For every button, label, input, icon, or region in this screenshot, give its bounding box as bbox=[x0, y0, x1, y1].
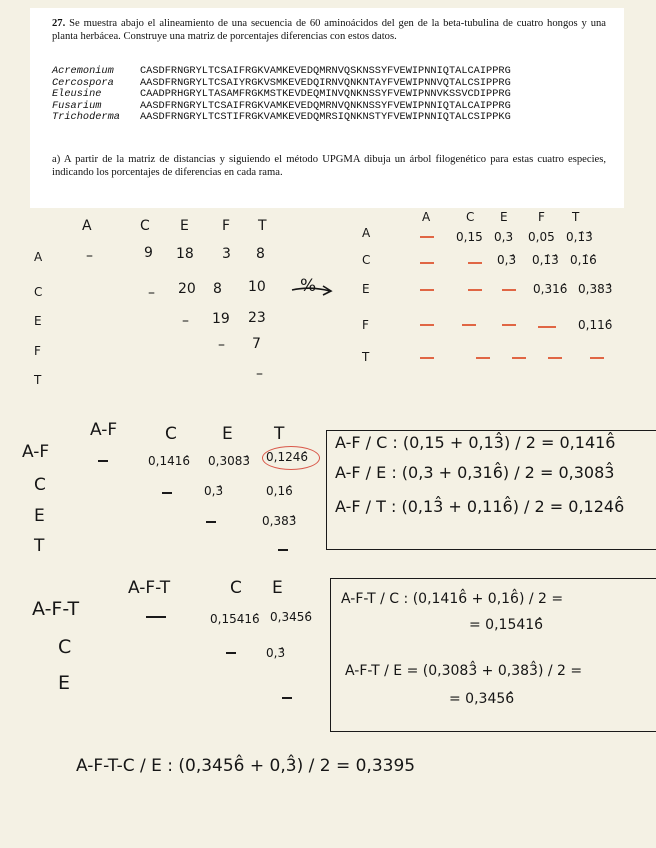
diagonal-dash: – bbox=[256, 366, 263, 382]
diagonal-dash bbox=[206, 521, 216, 523]
cell: 0,1416̂ bbox=[148, 454, 190, 468]
red-dash bbox=[548, 357, 562, 359]
cell: 0,16̂ bbox=[266, 484, 293, 498]
col-header: C bbox=[466, 210, 475, 224]
col-header: T bbox=[572, 210, 580, 224]
cell: 0,1̂3̂ bbox=[532, 253, 559, 267]
row-header: F bbox=[34, 344, 41, 358]
red-dash bbox=[420, 236, 434, 238]
cell: 0,1246̂ bbox=[266, 450, 308, 464]
col-header: A-F bbox=[90, 420, 118, 440]
cell: 10 bbox=[248, 279, 266, 295]
calc-line: A-F / E : (0,3 + 0,316̂) / 2 = 0,3083̂ bbox=[335, 463, 615, 482]
col-header: F bbox=[222, 218, 231, 234]
row-header: E bbox=[58, 672, 71, 694]
red-dash bbox=[590, 357, 604, 359]
final-calculation: A-F-T-C / E : (0,3456̂ + 0,3̂) / 2 = 0,3395 bbox=[76, 756, 416, 776]
calc-box-af bbox=[326, 430, 656, 550]
row-header: E bbox=[362, 282, 370, 296]
cell: 0,15 bbox=[456, 230, 483, 244]
row-header: A-F-T bbox=[32, 598, 80, 620]
sequence: CAADPRHGRYLTASAMFRGKMSTKEVDEQMINVQNKNSSYFVEWIPNNVKSSVCDIPPRG bbox=[140, 88, 511, 101]
red-dash bbox=[512, 357, 526, 359]
calc-box-aft bbox=[330, 578, 656, 732]
cell: 18 bbox=[176, 246, 194, 262]
red-dash bbox=[420, 324, 434, 326]
species-name: Eleusine bbox=[52, 88, 102, 101]
red-dash bbox=[502, 324, 516, 326]
cell: 0,316̂ bbox=[533, 282, 568, 296]
row-header: A bbox=[34, 250, 43, 264]
row-header: E bbox=[34, 506, 45, 526]
red-dash bbox=[468, 262, 482, 264]
cell: 20 bbox=[178, 281, 196, 297]
arrow-right-icon bbox=[290, 282, 336, 298]
row-header: A-F bbox=[22, 442, 50, 462]
problem-text: Se muestra abajo el alineamiento de una secuencia de 60 aminoácidos del gen de la beta-tubulina de cuatro hongos y una planta herbácea. Construye una matriz de porcentajes diferencias con estos datos. bbox=[52, 18, 606, 42]
row-header: A bbox=[362, 226, 371, 240]
sequence: CASDFRNGRYLTCSAIFRGKVAMKEVEDQMRNVQSKNSSYFVEWIPNNIQTALCAIPPRG bbox=[140, 65, 511, 77]
sequence-row bbox=[52, 112, 511, 124]
red-dash bbox=[420, 289, 434, 291]
diagonal-dash: – bbox=[148, 285, 155, 301]
calc-line: = 0,3456̂ bbox=[449, 691, 515, 707]
cell: 0,383̂ bbox=[262, 514, 297, 528]
cell: 0,3̂ bbox=[497, 253, 517, 267]
row-header: C bbox=[58, 636, 72, 658]
cell: 19 bbox=[212, 311, 230, 327]
cell: 0,1̂6̂ bbox=[570, 253, 597, 267]
calc-line: A-F-T / E = (0,3083̂ + 0,383̂) / 2 = bbox=[345, 663, 583, 679]
cell: 7 bbox=[252, 336, 261, 352]
col-header: E bbox=[180, 218, 189, 234]
diagonal-dash bbox=[162, 492, 172, 494]
col-header: A-F-T bbox=[128, 578, 171, 598]
diagonal-dash: – bbox=[86, 248, 93, 264]
diagonal-dash bbox=[98, 460, 108, 462]
species-name: Acremonium bbox=[52, 65, 114, 77]
row-header: C bbox=[34, 285, 43, 299]
col-header: C bbox=[140, 218, 150, 234]
row-header: C bbox=[34, 475, 46, 495]
col-header: E bbox=[272, 578, 283, 598]
red-dash bbox=[476, 357, 490, 359]
row-header: T bbox=[362, 350, 370, 364]
diagonal-dash bbox=[146, 616, 166, 618]
species-name: Cercospora bbox=[52, 76, 114, 89]
cell: 0,116̂ bbox=[578, 318, 613, 332]
percent-sign: % bbox=[300, 276, 317, 296]
col-header: F bbox=[538, 210, 545, 224]
red-dash bbox=[420, 357, 434, 359]
sequence-alignment bbox=[52, 66, 511, 124]
species-name: Trichoderma bbox=[52, 111, 120, 124]
row-header: T bbox=[34, 536, 45, 556]
row-header: F bbox=[362, 318, 369, 332]
row-header: T bbox=[34, 373, 42, 387]
cell: 0,3083̂ bbox=[208, 454, 250, 468]
row-header: C bbox=[362, 253, 371, 267]
cell: 0,1̂3̂ bbox=[566, 230, 593, 244]
red-dash bbox=[468, 289, 482, 291]
calc-line: A-F-T / C : (0,1416̂ + 0,16̂) / 2 = bbox=[341, 591, 564, 607]
calc-line: A-F / T : (0,13̂ + 0,116̂) / 2 = 0,1246̂ bbox=[335, 497, 625, 516]
problem-number: 27. bbox=[52, 18, 66, 29]
cell: 0,383̂ bbox=[578, 282, 613, 296]
cell: 0,3456̂ bbox=[270, 610, 312, 624]
sequence: AASDFRNGRYLTCSAIFRGKVAMKEVEDQMRNVQNKNSSYFVEWIPNNIQTALCAIPPRG bbox=[140, 99, 511, 112]
diagonal-dash: – bbox=[218, 337, 225, 353]
diagonal-dash bbox=[226, 652, 236, 654]
cell: 0,3 bbox=[494, 230, 514, 244]
cell: 8 bbox=[213, 281, 222, 297]
diagonal-dash bbox=[278, 549, 288, 551]
problem-statement bbox=[52, 18, 606, 43]
exercise-card bbox=[30, 8, 624, 208]
part-a-question: a) A partir de la matriz de distancias y siguiendo el método UPGMA dibuja un árbol filogenético para estas cuatro especies, indicando los porcentajes de diferencias en cada rama. bbox=[52, 154, 606, 178]
diagonal-dash bbox=[282, 697, 292, 699]
calc-line: = 0,15416̂ bbox=[469, 617, 544, 633]
cell: 0,05 bbox=[528, 230, 555, 244]
cell: 0,15416̂ bbox=[210, 612, 260, 626]
col-header: A bbox=[422, 210, 431, 224]
row-header: E bbox=[34, 314, 42, 328]
red-dash bbox=[420, 262, 434, 264]
col-header: A bbox=[82, 218, 92, 234]
species-name: Fusarium bbox=[52, 99, 102, 112]
sequence: AASDFRNGRYLTCSTIFRGKVAMKEVEDQMRSIQNKNSTYFVEWIPNNIQTALCSIPPKG bbox=[140, 111, 511, 124]
col-header: E bbox=[222, 424, 233, 444]
col-header: C bbox=[230, 578, 242, 598]
col-header: T bbox=[258, 218, 267, 234]
cell: 8 bbox=[256, 246, 265, 262]
cell: 9 bbox=[144, 245, 153, 261]
calc-line: A-F / C : (0,15 + 0,13̂) / 2 = 0,1416̂ bbox=[335, 433, 616, 452]
sequence: AASDFRNGRYLTCSAIYRGKVSMKEVEDQIRNVQNKNTAYFVEWIPNNVQTALCSIPPRG bbox=[140, 76, 511, 89]
col-header: E bbox=[500, 210, 508, 224]
cell: 23 bbox=[248, 310, 266, 326]
cell: 0,3̂ bbox=[204, 484, 224, 498]
red-dash bbox=[538, 326, 556, 328]
col-header: C bbox=[165, 424, 177, 444]
cell: 0,3̂ bbox=[266, 646, 286, 660]
red-dash bbox=[502, 289, 516, 291]
diagonal-dash: – bbox=[182, 313, 189, 329]
red-dash bbox=[462, 324, 476, 326]
col-header: T bbox=[274, 424, 285, 444]
cell: 3 bbox=[222, 246, 231, 262]
